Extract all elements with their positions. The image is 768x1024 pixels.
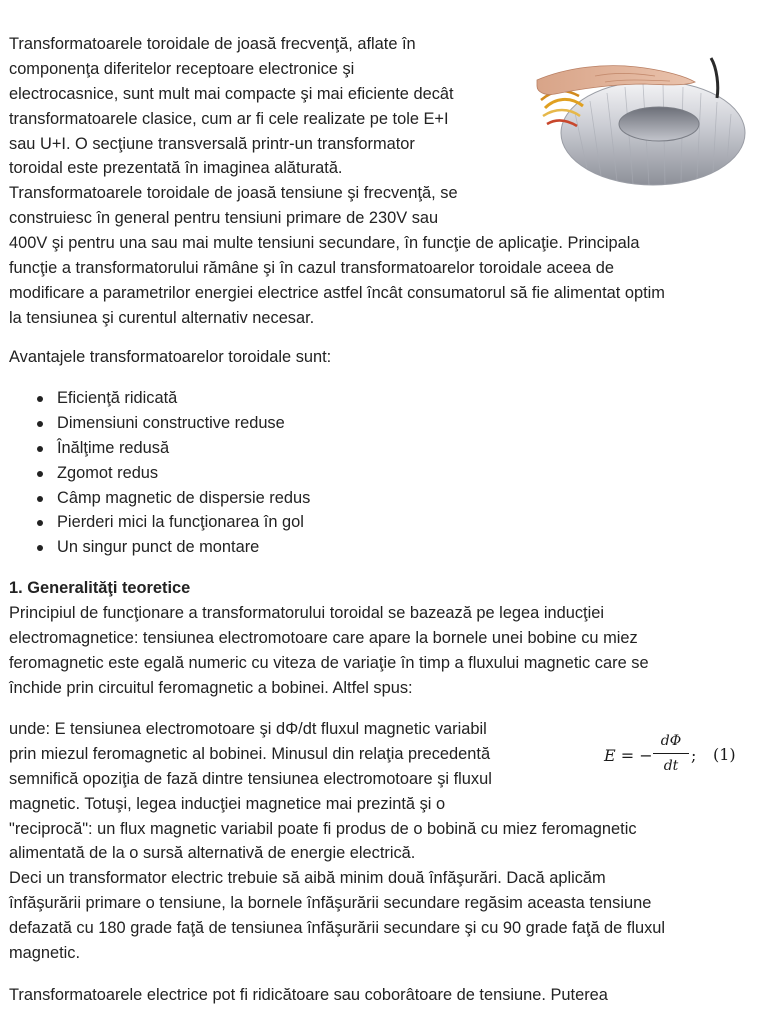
- text-line: magnetic. Totuşi, legea inducţiei magnetice mai prezintă şi o: [9, 794, 446, 813]
- list-item: Eficienţă ridicată: [0, 386, 310, 411]
- text-line: modificare a parametrilor energiei electrice astfel încât consumatorul să fie alimentat optim: [9, 283, 665, 302]
- text-line: construiesc în general pentru tensiuni primare de 230V sau: [9, 209, 439, 228]
- text-line: electromagnetice: tensiunea electromotoare care apare la bornele unei bobine cu miez: [9, 628, 638, 647]
- text-line: Transformatoarele toroidale de joasă frecvenţă, aflate în: [9, 35, 416, 53]
- text-line: înfăşurării primare o tensiune, la bornele înfăşurării secundare regăsim aceasta tensiune: [9, 894, 652, 913]
- text-line: transformatoarele clasice, cum ar fi cele realizate pe tole E+I: [9, 109, 449, 128]
- text-line: la tensiunea şi curentul alternativ necesar.: [9, 308, 315, 327]
- text-line: prin miezul feromagnetic al bobinei. Minusul din relaţia precedentă: [9, 744, 491, 763]
- text-line: alimentată de la o sursă alternativă de energie electrică.: [9, 844, 416, 863]
- list-item: Zgomot redus: [0, 461, 310, 486]
- list-item: Câmp magnetic de dispersie redus: [0, 486, 310, 511]
- closing-paragraph: [9, 983, 608, 1008]
- text-line: defazată cu 180 grade faţă de tensiunea înfăşurării secundare şi cu 90 grade faţă de fluxul: [9, 919, 666, 938]
- text-line: Avantajele transformatoarelor toroidale sunt:: [9, 348, 332, 366]
- text-line: Transformatoarele electrice pot fi ridicătoare sau coborâtoare de tensiune. Puterea: [9, 986, 608, 1004]
- text-line: electrocasnice, sunt mult mai compacte şi mai eficiente decât: [9, 84, 454, 103]
- text-line: semnifică opoziţia de fază dintre tensiunea electromotoare şi fluxul: [9, 769, 492, 788]
- formula-number: (1): [713, 745, 736, 764]
- formula-fraction: [653, 731, 689, 776]
- section-1: [9, 576, 649, 700]
- text-line: feromagnetic este egală numeric cu viteza de variaţie în timp a fluxului magnetic care se: [9, 653, 649, 672]
- formula-numerator: dΦ: [660, 733, 682, 749]
- list-item: Înălţime redusă: [0, 436, 310, 461]
- text-line: închide prin circuitul feromagnetic a bobinei. Altfel spus:: [9, 678, 413, 697]
- text-line: toroidal este prezentată în imaginea alăturată.: [9, 159, 343, 178]
- text-line: Transformatoarele toroidale de joasă tensiune şi frecvenţă, se: [9, 184, 458, 203]
- formula-denominator: dt: [663, 758, 679, 774]
- toroidal-transformer-photo: [535, 38, 747, 193]
- fraction-bar: [653, 753, 689, 754]
- advantages-list: [0, 386, 310, 560]
- text-line: componenţa diferitelor receptoare electronice şi: [9, 59, 355, 78]
- text-line: unde: E tensiunea electromotoare şi dΦ/dt fluxul magnetic variabil: [9, 720, 487, 738]
- faraday-formula: [600, 731, 750, 781]
- text-line: funcţie a transformatorului rămâne şi în cazul transformatoarelor toroidale aceea de: [9, 259, 614, 278]
- formula-separator: ;: [691, 746, 697, 765]
- formula-lhs: E = −: [604, 746, 653, 765]
- text-line: Deci un transformator electric trebuie să aibă minim două înfăşurări. Dacă aplicăm: [9, 869, 606, 888]
- text-line: sau U+I. O secţiune transversală printr-un transformator: [9, 134, 415, 153]
- text-line: Principiul de funcţionare a transformatorului toroidal se bazează pe legea inducţiei: [9, 603, 604, 622]
- section-heading: 1. Generalităţi teoretice: [9, 579, 191, 597]
- explanation-paragraph: [9, 717, 665, 966]
- list-item: Pierderi mici la funcţionarea în gol: [0, 510, 310, 535]
- list-item: Un singur punct de montare: [0, 535, 310, 560]
- text-line: magnetic.: [9, 944, 81, 963]
- advantages-title: [9, 345, 331, 370]
- list-item: Dimensiuni constructive reduse: [0, 411, 310, 436]
- text-line: "reciprocă": un flux magnetic variabil poate fi produs de o bobină cu miez feromagnetic: [9, 819, 637, 838]
- text-line: 400V şi pentru una sau mai multe tensiuni secundare, în funcţie de aplicaţie. Principala: [9, 234, 640, 253]
